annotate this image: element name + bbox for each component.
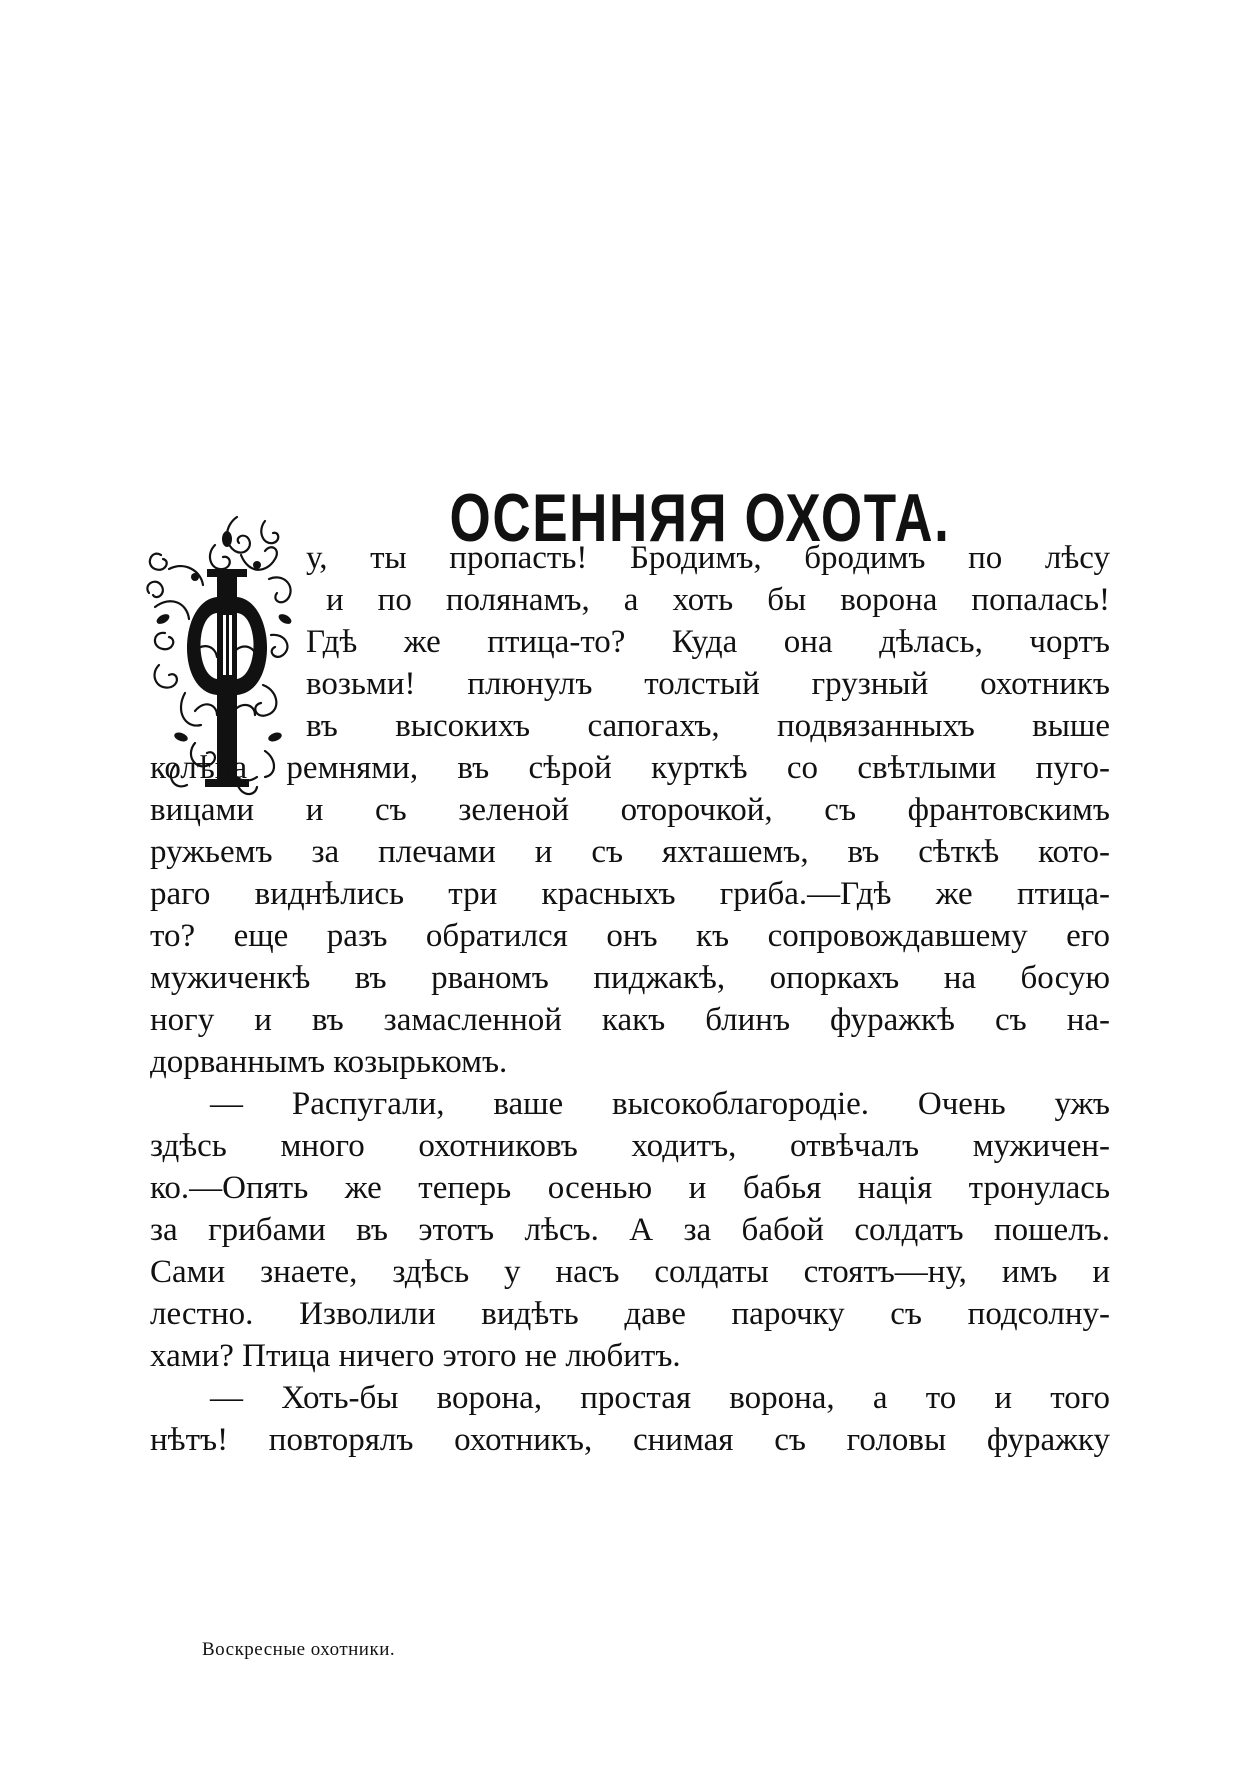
text-line: Гдѣ же птица-то? Куда она дѣлась, чортъ bbox=[306, 624, 1110, 660]
text-line: Сами знаете, здѣсь у насъ солдаты стоятъ—ну, имъ и bbox=[150, 1254, 1110, 1290]
text-line: ногу и въ замасленной какъ блинъ фуражкѣ съ на- bbox=[150, 1002, 1110, 1038]
text-line: ружьемъ за плечами и съ яхташемъ, въ сѣткѣ кото- bbox=[150, 834, 1110, 870]
text-line: за грибами въ этотъ лѣсъ. А за бабой солдатъ пошелъ. bbox=[150, 1212, 1110, 1248]
text-line: дорваннымъ козырькомъ. bbox=[150, 1044, 508, 1080]
text-line: нѣтъ! повторялъ охотникъ, снимая съ головы фуражку bbox=[150, 1422, 1110, 1458]
text-line: — Распугали, ваше высокоблагородіе. Очень ужъ bbox=[210, 1086, 1110, 1122]
page-footer-signature: Воскресные охотники. bbox=[202, 1639, 396, 1660]
text-line: ко.—Опять же теперь осенью и бабья нація тронулась bbox=[150, 1170, 1110, 1206]
text-line: лестно. Изволили видѣть даве парочку съ подсолну- bbox=[150, 1296, 1110, 1332]
text-line: то? еще разъ обратился онъ къ сопровождавшему его bbox=[150, 918, 1110, 954]
text-line: мужиченкѣ въ рваномъ пиджакѣ, опоркахъ на босую bbox=[150, 960, 1110, 996]
text-line: у, ты пропасть! Бродимъ, бродимъ по лѣсу bbox=[306, 540, 1110, 576]
text-line: — Хоть-бы ворона, простая ворона, а то и того bbox=[210, 1380, 1110, 1416]
text-line: возьми! плюнулъ толстый грузный охотникъ bbox=[306, 666, 1110, 702]
text-line: раго виднѣлись три красныхъ гриба.—Гдѣ же птица- bbox=[150, 876, 1110, 912]
text-line: здѣсь много охотниковъ ходитъ, отвѣчалъ мужичен- bbox=[150, 1128, 1110, 1164]
chapter-title: ОСЕННЯЯ ОХОТА. bbox=[449, 480, 951, 556]
text-line: и по полянамъ, а хоть бы ворона попалась! bbox=[326, 582, 1110, 618]
text-line: вицами и съ зеленой оторочкой, съ франтовскимъ bbox=[150, 792, 1110, 828]
text-line: въ высокихъ сапогахъ, подвязанныхъ выше bbox=[306, 708, 1110, 744]
text-line: хами? Птица ничего этого не любитъ. bbox=[150, 1338, 681, 1374]
text-line: колѣна ремнями, въ сѣрой курткѣ со свѣтлыми пуго- bbox=[150, 750, 1110, 786]
